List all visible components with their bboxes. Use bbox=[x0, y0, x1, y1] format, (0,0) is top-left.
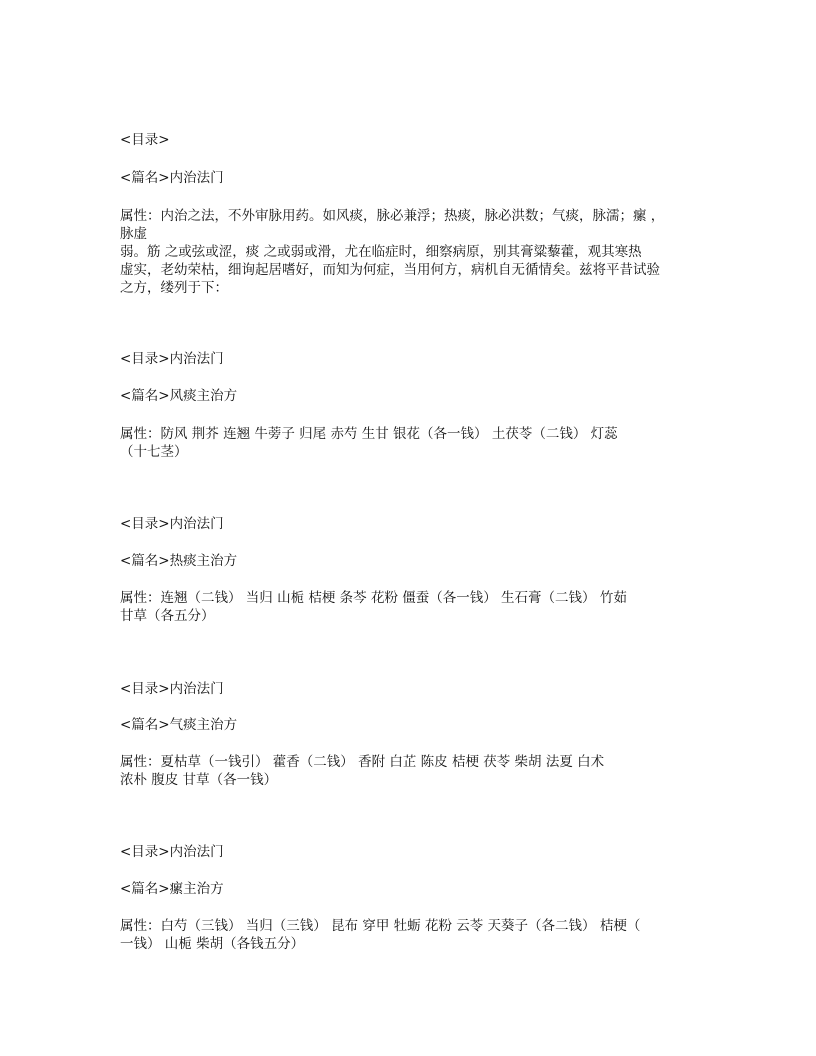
attr-line: 脉虚 bbox=[120, 226, 147, 242]
attr-line: 虚实，老幼荣枯，细询起居嗜好，而知为何症，当用何方，病机自无循情矣。兹将平昔试验 bbox=[120, 262, 660, 278]
section-title: <篇名>热痰主治方 bbox=[120, 553, 238, 569]
attr-line: （十七茎） bbox=[120, 444, 188, 460]
attr-line: 一钱） 山栀 柴胡（各钱五分） bbox=[120, 936, 305, 952]
section-title: <篇名>风痰主治方 bbox=[120, 388, 238, 404]
section-toc: <目录>内治法门 bbox=[120, 844, 224, 860]
attr-line: 属性：夏枯草（一钱引） 藿香（二钱） 香附 白芷 陈皮 桔梗 茯苓 柴胡 法夏 白术 bbox=[120, 754, 605, 770]
toc-heading: <目录> bbox=[120, 132, 170, 148]
attr-line: 属性：白芍（三钱） 当归（三钱） 昆布 穿甲 牡蛎 花粉 云苓 天葵子（各二钱） 桔梗（ bbox=[120, 918, 641, 934]
section-title: <篇名>瘰主治方 bbox=[120, 881, 224, 897]
attr-line: 甘草（各五分） bbox=[120, 608, 215, 624]
attr-line: 弱。筋 之或弦或涩，痰 之或弱或滑，尤在临症时，细察病原，别其膏粱藜藿，观其寒热 bbox=[120, 244, 642, 260]
section-toc: <目录>内治法门 bbox=[120, 681, 224, 697]
attr-line: 之方，缕列于下： bbox=[120, 280, 228, 296]
attr-line: 属性：内治之法，不外审脉用药。如风痰，脉必兼浮；热痰，脉必洪数；气痰，脉濡；瘰 ， bbox=[120, 208, 665, 224]
attr-line: 浓朴 腹皮 甘草（各一钱） bbox=[120, 772, 278, 788]
section-toc: <目录>内治法门 bbox=[120, 351, 224, 367]
attr-line: 属性：连翘（二钱） 当归 山栀 桔梗 条芩 花粉 僵蚕（各一钱） 生石膏（二钱） 竹茹 bbox=[120, 590, 627, 606]
attr-line: 属性：防风 荆芥 连翘 牛蒡子 归尾 赤芍 生甘 银花（各一钱） 土茯苓（二钱） 灯蕊 bbox=[120, 426, 618, 442]
section-toc: <目录>内治法门 bbox=[120, 516, 224, 532]
section-title: <篇名>气痰主治方 bbox=[120, 717, 238, 733]
chapter-title: <篇名>内治法门 bbox=[120, 170, 224, 186]
